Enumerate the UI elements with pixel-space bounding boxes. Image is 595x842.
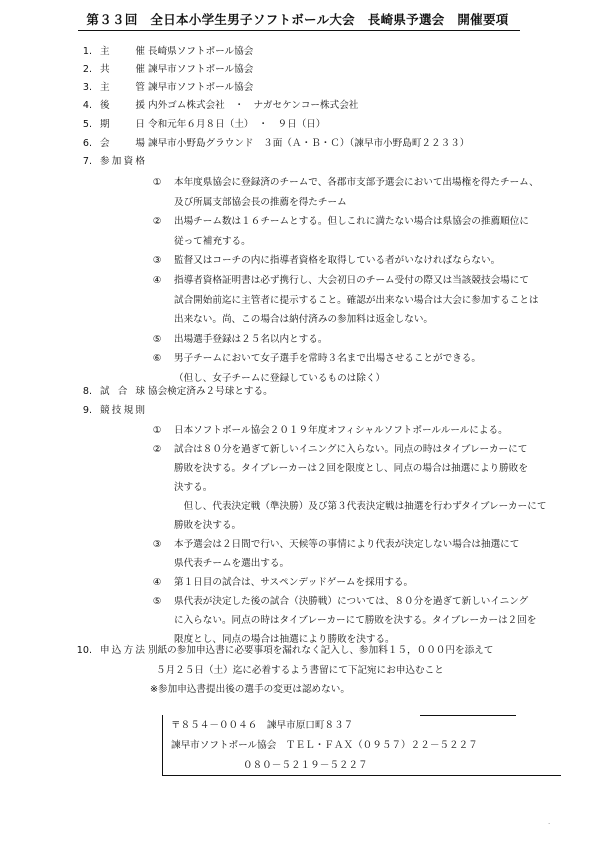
- list-marker: ④: [152, 275, 162, 286]
- section-label-char: 日: [135, 119, 145, 130]
- title-underline: [78, 30, 520, 31]
- list-marker: ⑥: [152, 353, 162, 365]
- section-number: 7.: [82, 156, 92, 167]
- section-label: [100, 136, 145, 152]
- section-number: 6.: [82, 138, 92, 149]
- contact-phone: ０８０－５２１９－５２２７: [243, 760, 368, 771]
- list-text: 指導者資格証明書は必ず携行し、大会初日のチーム受付の際又は当該競技会場にて: [174, 275, 529, 286]
- list-text: 出場チーム数は１６チームとする。但しこれに満たない場合は県協会の推薦順位に: [174, 216, 529, 228]
- section-label: [100, 384, 145, 400]
- section-value: 別紙の参加申込書に必要事項を漏れなく記入し、参加料１５，０００円を添えて: [148, 645, 494, 656]
- section-value: 諫早市ソフトボール協会: [148, 64, 254, 75]
- section-number: 1.: [82, 46, 92, 57]
- section-label-char: 規: [123, 405, 134, 416]
- section-label-char: 競: [100, 405, 110, 416]
- section-value: 令和元年６月８日（土） ・ ９日（日）: [148, 119, 326, 130]
- section-label-char: 援: [135, 100, 145, 111]
- section-label-char: 技: [111, 405, 122, 416]
- section-number: 8.: [82, 386, 92, 397]
- section-label-char: 会: [100, 138, 110, 149]
- list-text: （但し、女子チームに登録しているものは除く）: [174, 373, 386, 384]
- list-text: 勝敗を決する。タイブレーカーは２回を限度とし、同点の場合は抽選により勝敗を: [174, 463, 528, 474]
- list-text: 但し、代表決定戦（準決勝）及び第３代表決定戦は抽選を行わずタイブレーカーにて: [174, 501, 547, 512]
- list-text: 県代表チームを選出する。: [174, 558, 290, 569]
- section-number: 9.: [82, 405, 92, 416]
- list-marker: ④: [152, 577, 162, 588]
- list-text: 試合開始前迄に主管者に提示すること。確認が出来ない場合は大会に参加することは: [174, 294, 539, 306]
- section-label-char: 申: [100, 645, 110, 656]
- section-label-char: 格: [135, 156, 145, 167]
- list-text: 従って補充する。: [174, 235, 251, 247]
- list-text: 及び所属支部協会長の推薦を得たチーム: [174, 196, 347, 208]
- list-text: 出場選手登録は２５名以内とする。: [174, 333, 328, 345]
- section-label-char: 方: [123, 645, 134, 656]
- section-value: 長崎県ソフトボール協会: [148, 46, 254, 57]
- section-label-char: 催: [135, 64, 145, 75]
- section-label-char: 則: [135, 405, 145, 416]
- page-marker: .: [548, 818, 551, 826]
- section-label: [100, 643, 145, 659]
- section-label-char: 法: [135, 645, 145, 656]
- section-label: [100, 62, 145, 78]
- list-text: 県代表が決定した後の試合（決勝戦）については、８０分を過ぎて新しいイニング: [174, 596, 529, 607]
- list-text: 本予選会は２日間で行い、天候等の事情により代表が決定しない場合は抽選にて: [174, 539, 520, 550]
- section-number: 4.: [82, 100, 92, 111]
- contact-address: 〒８５４－００４６ 諫早市原口町８３７: [171, 720, 354, 731]
- section-label-char: 管: [135, 82, 145, 93]
- section-label-char: 期: [100, 119, 110, 130]
- contact-person: [171, 757, 368, 771]
- section-label-char: 後: [100, 100, 110, 111]
- section-label-char: 込: [111, 645, 122, 656]
- section-value: 諫早市小野島グラウンド ３面（Ａ・Ｂ・Ｃ）（諫早市小野島町２２３３）: [148, 138, 470, 149]
- list-marker: ①: [152, 425, 162, 436]
- list-text: 第１日目の試合は、サスペンデッドゲームを採用する。: [174, 577, 414, 588]
- list-marker: ②: [152, 444, 162, 455]
- application-text: ※参加申込書提出後の選手の変更は認めない。: [150, 684, 350, 695]
- section-number: 2.: [82, 64, 92, 75]
- section-label: [100, 403, 145, 419]
- list-text: 日本ソフトボール協会２０１９年度オフィシャルソフトボールルールによる。: [174, 425, 508, 436]
- list-text: 本年度県協会に登録済のチームで、各郡市支部予選会において出場権を得たチーム、: [174, 177, 539, 188]
- section-label: [100, 154, 145, 170]
- list-text: 男子チームにおいて女子選手を常時３名まで出場させることができる。: [174, 353, 481, 365]
- list-text: 限度とし、同点の場合は抽選により勝敗を決する。: [174, 634, 395, 645]
- list-marker: ③: [152, 539, 162, 550]
- contact-box: [162, 715, 561, 776]
- section-label: [100, 80, 145, 96]
- list-marker: ⑤: [152, 596, 162, 607]
- section-value: 内外ゴム株式会社 ・ ナガセケンコー株式会社: [148, 100, 359, 111]
- application-text: ５月２５日（土）迄に必着するよう書留にて下記宛にお申込むこと: [156, 665, 444, 676]
- list-marker: ⑤: [152, 333, 162, 345]
- list-marker: ②: [152, 216, 162, 228]
- section-label-char: 資: [123, 156, 134, 167]
- section-label-char: 共: [100, 64, 110, 75]
- section-label: [100, 117, 145, 133]
- section-label-char: 催: [135, 46, 145, 57]
- section-label: [100, 44, 145, 60]
- section-number: 3.: [82, 82, 92, 93]
- section-number: 5.: [82, 119, 92, 130]
- section-number: 10.: [76, 645, 92, 656]
- list-marker: ③: [152, 255, 162, 267]
- section-label-char: 主: [100, 82, 110, 93]
- list-text: 監督又はコーチの内に指導者資格を取得している者がいなければならない。: [174, 255, 501, 267]
- section-value: 協会検定済み２号球とする。: [148, 386, 273, 397]
- section-label-char: 試: [100, 386, 110, 397]
- section-label-char: 主: [100, 46, 110, 57]
- section-label-char: 合: [117, 386, 128, 397]
- section-label-char: 加: [111, 156, 122, 167]
- list-text: 勝敗を決する。: [174, 520, 242, 531]
- list-text: 試合は８０分を過ぎて新しいイニングに入らない。同点の時はタイブレーカーにて: [174, 444, 528, 455]
- list-text: に入らない。同点の時はタイブレーカーにて勝敗を決する。タイブレーカーは２回を: [174, 615, 537, 626]
- section-value: 諫早市ソフトボール協会: [148, 82, 254, 93]
- list-text: 決する。: [174, 482, 213, 493]
- page-title: 第３３回 全日本小学生男子ソフトボール大会 長崎県予選会 開催要項: [86, 12, 509, 27]
- list-marker: ①: [152, 177, 162, 188]
- section-label-char: 場: [135, 138, 145, 149]
- section-label: [100, 98, 145, 114]
- section-label-char: 球: [135, 386, 145, 397]
- list-text: 出来ない。尚、この場合は納付済みの参加料は返金しない。: [174, 314, 434, 326]
- contact-association: 諫早市ソフトボール協会 ＴＥＬ・ＦＡＸ（０９５７）２２－５２２７: [171, 740, 478, 751]
- section-label-char: 参: [100, 156, 110, 167]
